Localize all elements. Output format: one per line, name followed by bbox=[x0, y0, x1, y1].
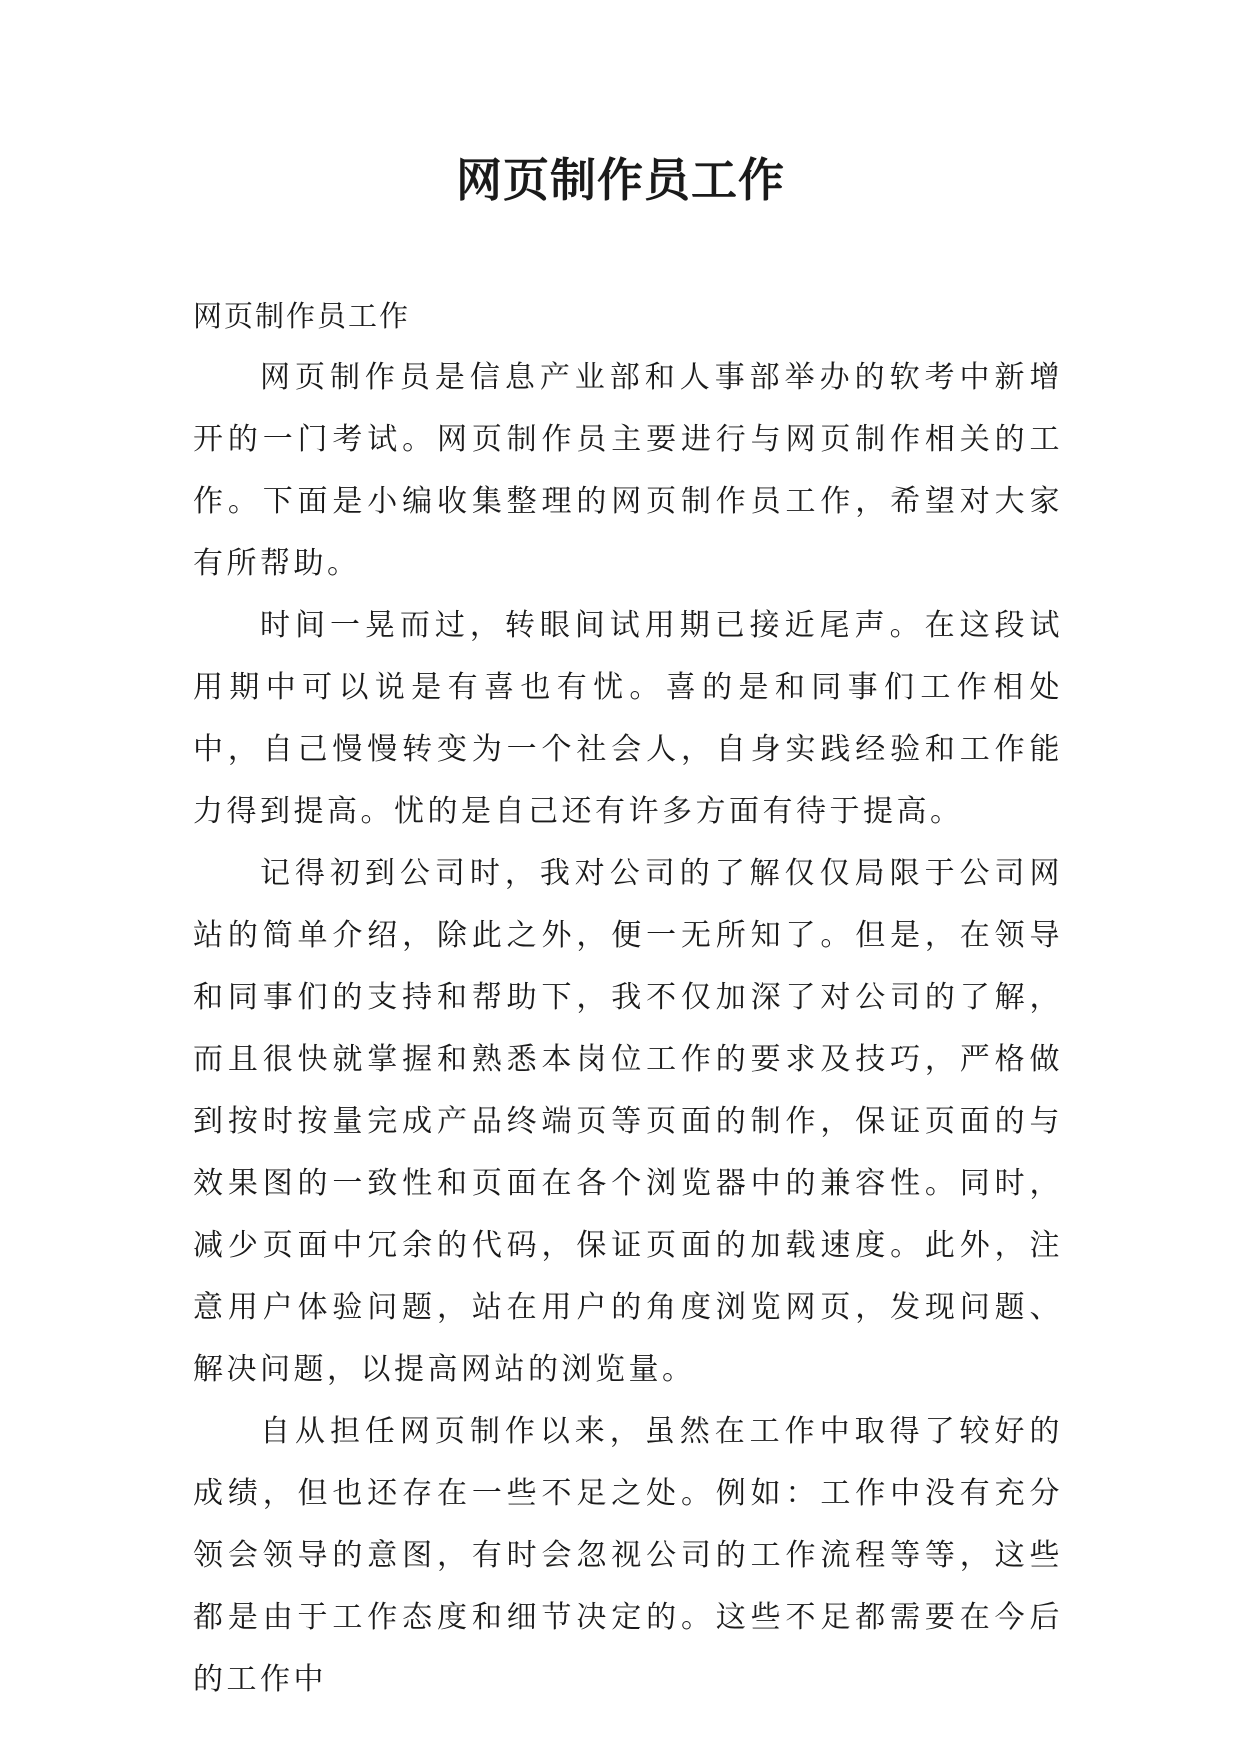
paragraph-probation: 时间一晃而过，转眼间试用期已接近尾声。在这段试用期中可以说是有喜也有忧。喜的是和同事们工作相处中，自己慢慢转变为一个社会人，自身实践经验和工作能力得到提高。忧的是自己还有许多方面有待于提高。 bbox=[193, 608, 1063, 829]
paragraph-work-summary: 记得初到公司时，我对公司的了解仅仅局限于公司网站的简单介绍，除此之外，便一无所知了。但是，在领导和同事们的支持和帮助下，我不仅加深了对公司的了解，而且很快就掌握和熟悉本岗位工作的要求及技巧，严格做到按时按量完成产品终端页等页面的制作，保证页面的与效果图的一致性和页面在各个浏览器中的兼容性。同时，减少页面中冗余的代码，保证页面的加载速度。此外，注意用户体验问题，站在用户的角度浏览网页，发现问题、解决问题，以提高网站的浏览量。 bbox=[193, 856, 1063, 1387]
document-subtitle: 网页制作员工作 bbox=[193, 299, 411, 333]
paragraph-shortcomings: 自从担任网页制作以来，虽然在工作中取得了较好的成绩，但也还存在一些不足之处。例如：工作中没有充分领会领导的意图，有时会忽视公司的工作流程等等，这些都是由于工作态度和细节决定的。这些不足都需要在今后的工作中 bbox=[193, 1414, 1063, 1697]
document-title: 网页制作员工作 bbox=[456, 153, 785, 207]
paragraph-intro: 网页制作员是信息产业部和人事部举办的软考中新增开的一门考试。网页制作员主要进行与网页制作相关的工作。下面是小编收集整理的网页制作员工作，希望对大家有所帮助。 bbox=[193, 360, 1063, 581]
document-body bbox=[193, 285, 1063, 1711]
